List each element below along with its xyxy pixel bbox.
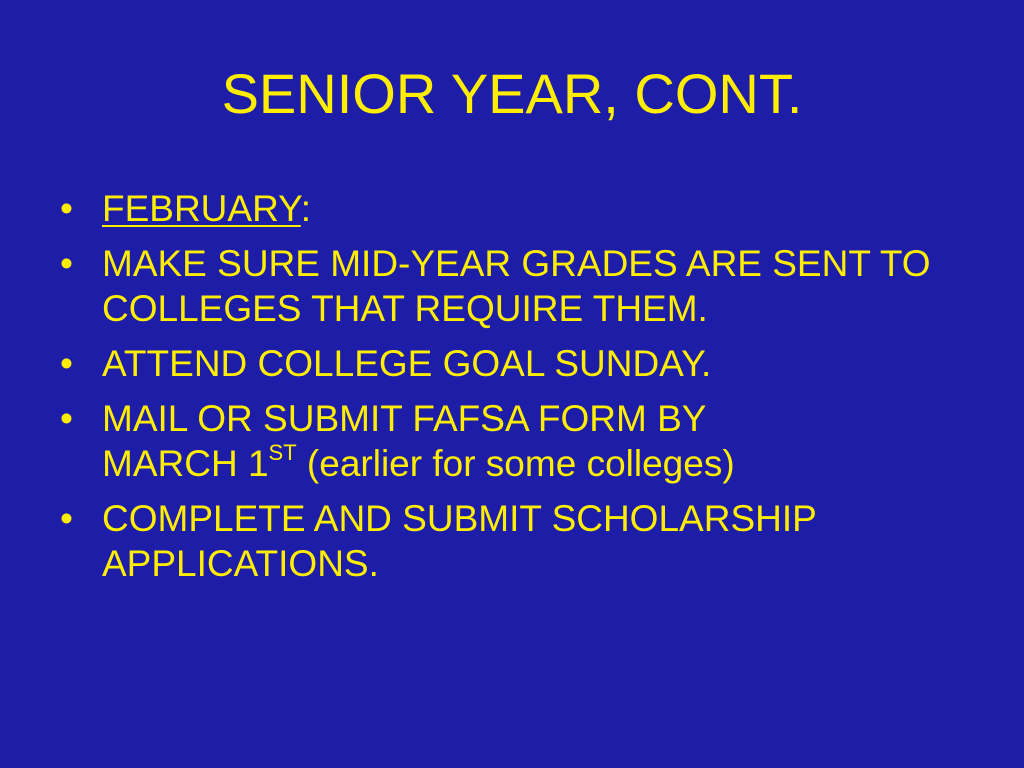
- bullet-item-february: [60, 186, 960, 231]
- bullet-item-grades: [60, 241, 960, 331]
- bullet-dot-icon: •: [60, 243, 73, 284]
- bullet-dot-icon: •: [60, 188, 73, 229]
- bullet-item-goal-sunday: [60, 341, 960, 386]
- bullet-text: COMPLETE AND SUBMIT SCHOLARSHIP APPLICATIONS.: [102, 498, 817, 584]
- bullet-text: MAKE SURE MID-YEAR GRADES ARE SENT TO COLLEGES THAT REQUIRE THEM.: [102, 243, 931, 329]
- month-heading: FEBRUARY: [102, 188, 301, 229]
- bullet-text: ATTEND COLLEGE GOAL SUNDAY.: [102, 343, 712, 384]
- slide-title: SENIOR YEAR, CONT.: [221, 62, 803, 125]
- bullet-item-scholarships: [60, 496, 960, 586]
- bullet-item-fafsa: [60, 396, 960, 486]
- bullet-text-line2-pre: MARCH 1: [102, 443, 269, 484]
- bullet-dot-icon: •: [60, 398, 73, 439]
- bullet-list: [60, 186, 960, 596]
- bullet-dot-icon: •: [60, 343, 73, 384]
- ordinal-superscript: ST: [268, 440, 297, 465]
- bullet-text-line1: MAIL OR SUBMIT FAFSA FORM BY: [102, 398, 707, 439]
- month-heading-colon: :: [300, 188, 312, 229]
- bullet-text-line2-post: (earlier for some colleges): [296, 443, 735, 484]
- bullet-dot-icon: •: [60, 498, 73, 539]
